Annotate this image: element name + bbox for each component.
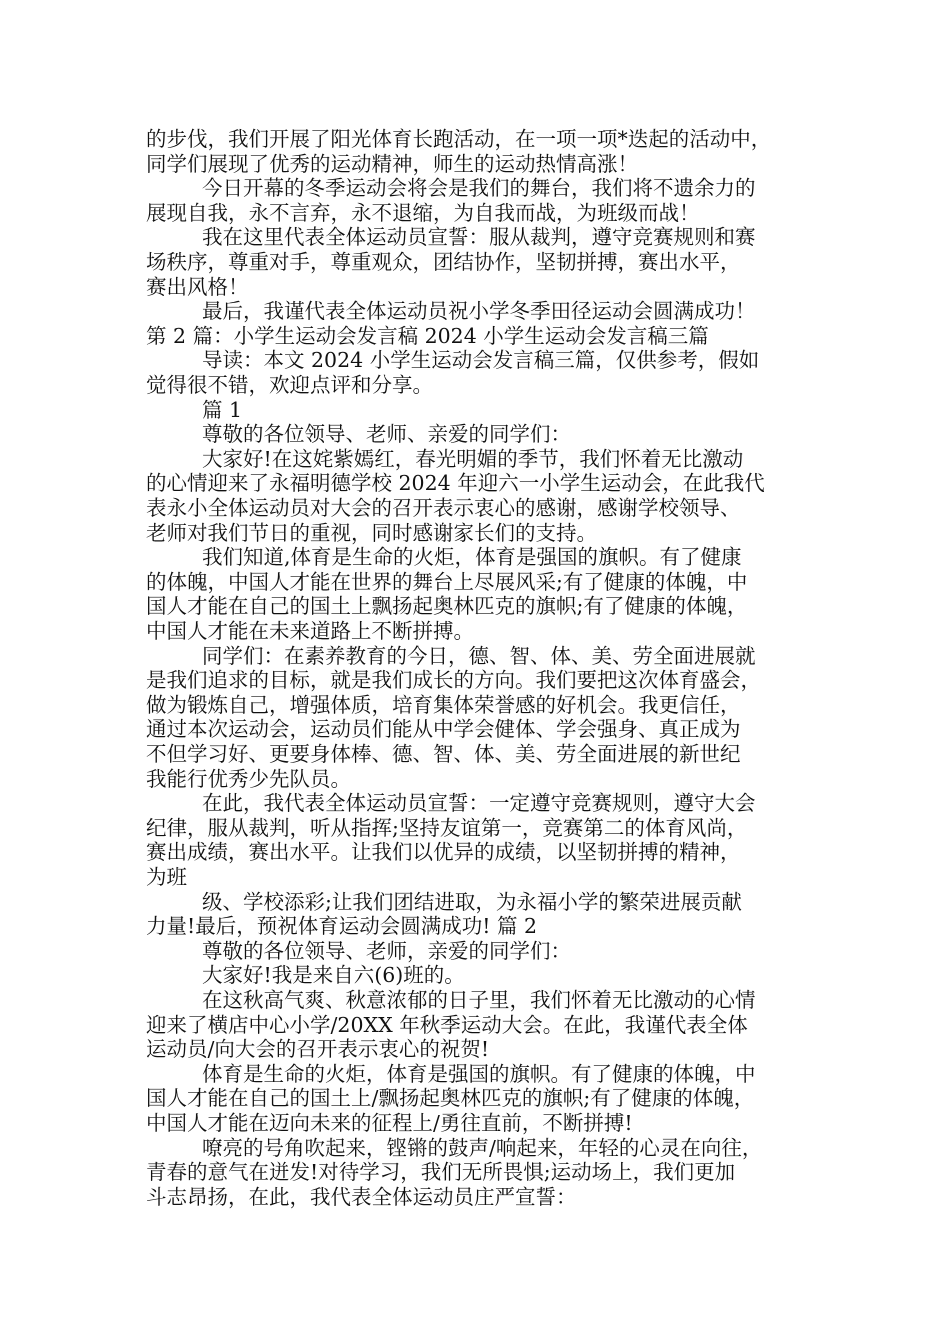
text-line: 的体魄，中国人才能在世界的舞台上尽展风采;有了健康的体魄，中 <box>146 569 748 594</box>
text-line: 篇 1 <box>202 397 243 422</box>
text-line: 中国人才能在未来道路上不断拼搏。 <box>146 619 474 643</box>
text-line: 不但学习好、更要身体棒、德、智、体、美、劳全面进展的新世纪 <box>146 742 741 766</box>
text-line: 国人才能在自己的国土上飘扬起奥林匹克的旗帜;有了健康的体魄， <box>146 594 748 619</box>
text-line: 尊敬的各位领导、老师，亲爱的同学们： <box>202 938 571 963</box>
text-line: 老师对我们节日的重视，同时感谢家长们的支持。 <box>146 520 597 545</box>
text-line: 同学们：在素养教育的今日，德、智、体、美、劳全面进展就 <box>202 643 756 668</box>
text-line: 尊敬的各位领导、老师、亲爱的同学们： <box>202 422 571 447</box>
text-line: 展现自我，永不言弃，永不退缩，为自我而战，为班级而战！ <box>146 200 700 225</box>
text-line: 级、学校添彩;让我们团结进取，为永福小学的繁荣进展贡献 <box>202 889 742 914</box>
text-line: 在这秋高气爽、秋意浓郁的日子里，我们怀着无比激动的心情 <box>202 988 756 1012</box>
text-line: 是我们追求的目标，就是我们成长的方向。我们要把这次体育盛会， <box>146 668 761 693</box>
text-line: 觉得很不错，欢迎点评和分享。 <box>146 373 433 397</box>
text-line: 国人才能在自己的国土上/飘扬起奥林匹克的旗帜;有了健康的体魄， <box>146 1086 755 1111</box>
text-line: 运动员/向大会的召开表示衷心的祝贺! <box>146 1037 490 1062</box>
text-line: 赛出风格！ <box>146 274 249 299</box>
text-line: 最后，我谨代表全体运动员祝小学冬季田径运动会圆满成功！ <box>202 299 756 324</box>
text-line: 大家好!在这姹紫嫣红，春光明媚的季节，我们怀着无比激动 <box>202 446 744 471</box>
text-line: 表永小全体运动员对大会的召开表示衷心的感谢，感谢学校领导、 <box>146 496 741 520</box>
text-line: 我能行优秀少先队员。 <box>146 766 351 791</box>
text-line: 体育是生命的火炬，体育是强国的旗帜。有了健康的体魄，中 <box>202 1061 756 1086</box>
text-line: 迎来了横店中心小学/20XX 年秋季运动大会。在此，我谨代表全体 <box>146 1012 748 1037</box>
text-line: 通过本次运动会，运动员们能从中学会健体、学会强身、真正成为 <box>146 717 741 742</box>
text-line: 力量!最后，预祝体育运动会圆满成功! 篇 2 <box>146 914 538 939</box>
text-line: 同学们展现了优秀的运动精神，师生的运动热情高涨！ <box>146 151 638 176</box>
text-line: 在此，我代表全体运动员宣誓：一定遵守竞赛规则，遵守大会 <box>202 791 756 816</box>
text-line: 今日开幕的冬季运动会将会是我们的舞台，我们将不遗余力的 <box>202 176 756 201</box>
text-line: 大家好!我是来自六(6)班的。 <box>202 963 465 988</box>
text-line: 我们知道,体育是生命的火炬，体育是强国的旗帜。有了健康 <box>202 545 742 570</box>
text-line: 的心情迎来了永福明德学校 2024 年迎六一小学生运动会，在此我代 <box>146 471 765 496</box>
text-line: 场秩序，尊重对手，尊重观众，团结协作，坚韧拼搏，赛出水平， <box>146 250 741 274</box>
text-line: 纪律，服从裁判，听从指挥;坚持友谊第一，竞赛第二的体育风尚， <box>146 815 748 840</box>
text-line: 斗志昂扬，在此，我代表全体运动员庄严宣誓： <box>146 1184 577 1209</box>
text-line: 导读：本文 2024 小学生运动会发言稿三篇，仅供参考，假如 <box>202 348 760 373</box>
text-line: 为班 <box>146 865 187 889</box>
text-line: 第 2 篇：小学生运动会发言稿 2024 小学生运动会发言稿三篇 <box>146 323 709 348</box>
text-line: 嘹亮的号角吹起来，铿锵的鼓声/响起来，年轻的心灵在向往， <box>202 1135 763 1160</box>
text-line: 赛出成绩，赛出水平。让我们以优异的成绩，以坚韧拼搏的精神， <box>146 840 741 865</box>
text-line: 中国人才能在迈向未来的征程上/勇往直前，不断拼搏! <box>146 1111 633 1135</box>
text-line: 做为锻炼自己，增强体质，培育集体荣誉感的好机会。我更信任， <box>146 692 741 717</box>
text-line: 青春的意气在迸发!对待学习，我们无所畏惧;运动场上，我们更加 <box>146 1160 736 1185</box>
text-line: 的步伐，我们开展了阳光体育长跑活动，在一项一项*迭起的活动中， <box>146 127 772 151</box>
text-line: 我在这里代表全体运动员宣誓：服从裁判，遵守竞赛规则和赛 <box>202 225 756 250</box>
